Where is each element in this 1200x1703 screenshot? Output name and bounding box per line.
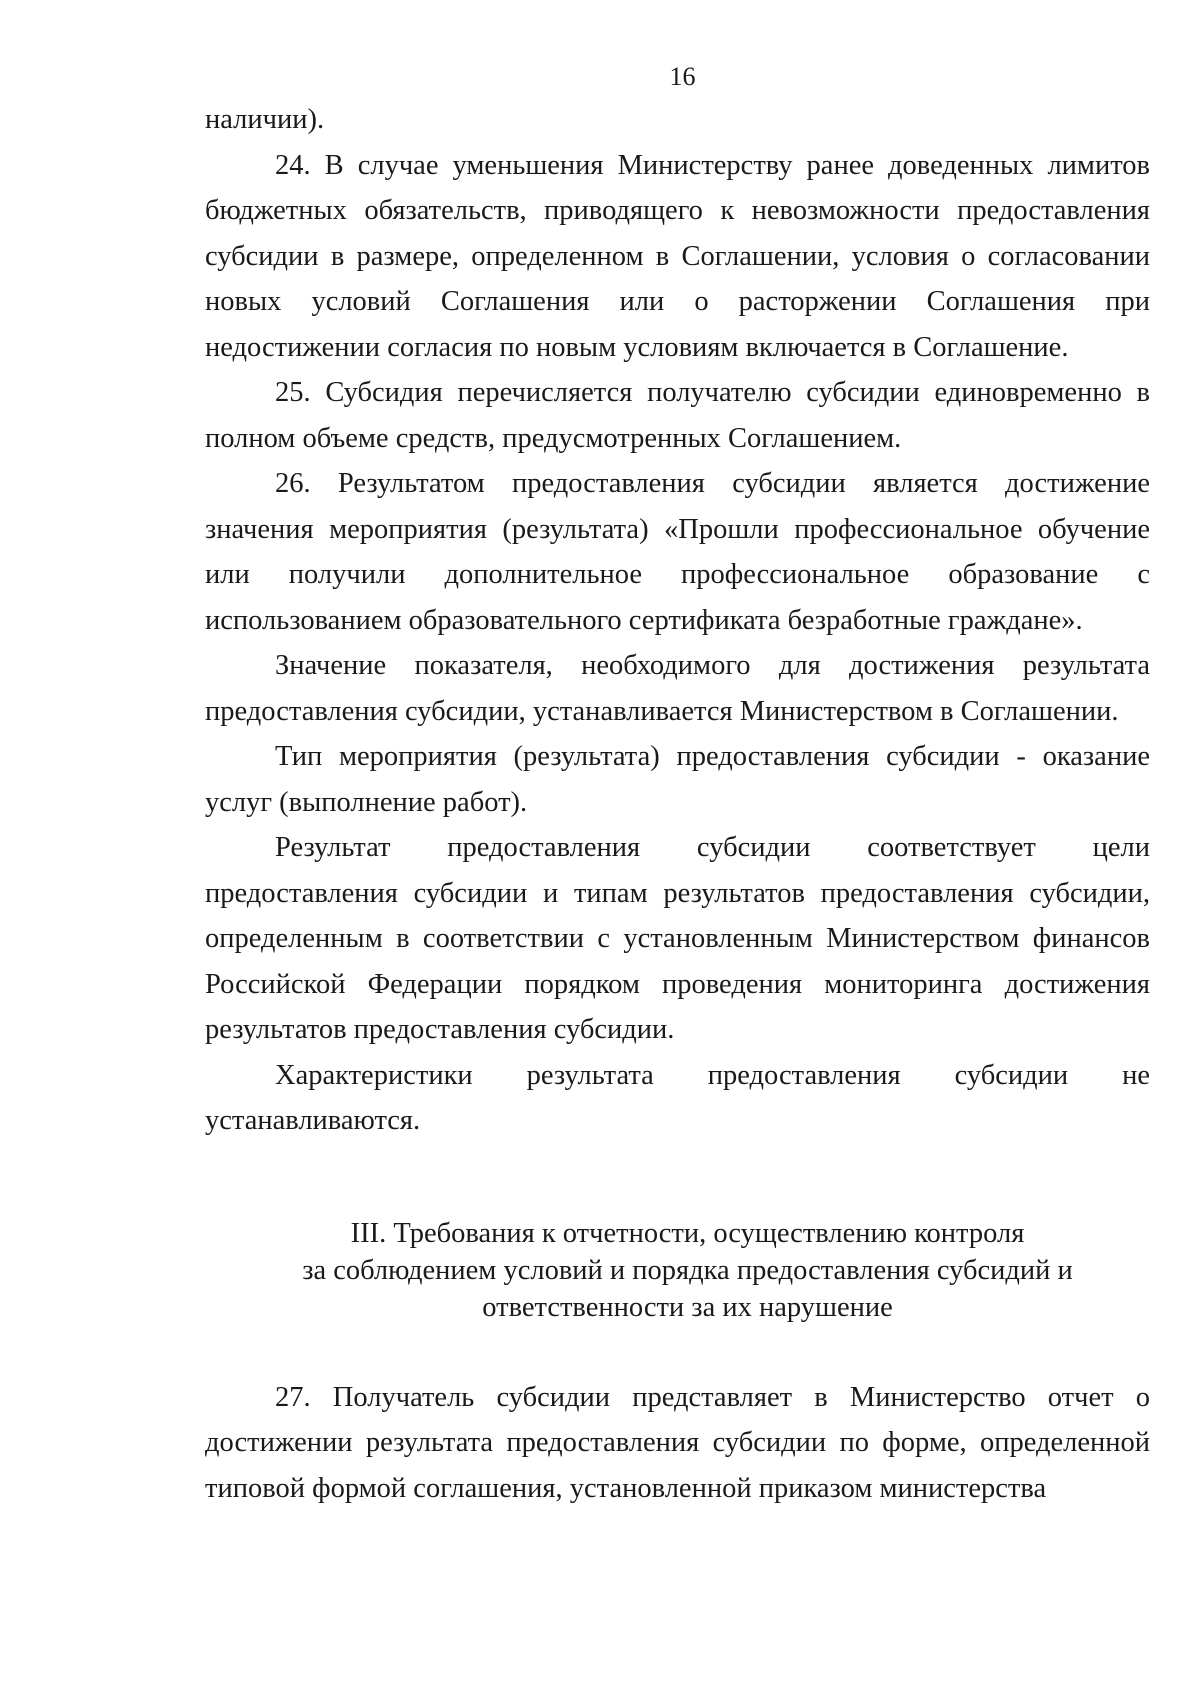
paragraph-result-conformity: Результат предоставления субсидии соответствует цели предоставления субсидии и типам результатов предоставления субсидии, определенным в соответствии с установленным Министерством финансов Российской Федерации порядком проведения мониторинга достижения результатов предоставления субсидии. (205, 832, 1150, 1045)
section-heading (205, 1215, 1150, 1326)
paragraph-24: 24. В случае уменьшения Министерству ранее доведенных лимитов бюджетных обязательств, приводящего к невозможности предоставления субсидии в размере, определенном в Соглашении, условия о согласовании новых условий Соглашения или о расторжении Соглашения при недостижении согласия по новым условиям включается в Соглашение. (205, 149, 1150, 363)
paragraph-27: 27. Получатель субсидии представляет в Министерство отчет о достижении результата предоставления субсидии по форме, определенной типовой формой соглашения, установленной приказом министерства (205, 1381, 1150, 1504)
paragraph-26: 26. Результатом предоставления субсидии является достижение значения мероприятия (результата) «Прошли профессиональное обучение или получили дополнительное профессиональное образование с использованием образовательного сертификата безработные граждане». (205, 468, 1150, 636)
section-heading-line-3: ответственности за их нарушение (482, 1291, 893, 1323)
section-heading-line-1: III. Требования к отчетности, осуществлению контроля (350, 1217, 1025, 1249)
section-heading-line-2: за соблюдением условий и порядка предоставления субсидий и (302, 1254, 1073, 1286)
paragraph-25: 25. Субсидия перечисляется получателю субсидии единовременно в полном объеме средств, предусмотренных Соглашением. (205, 377, 1150, 454)
paragraph-continuation: наличии). (205, 104, 325, 135)
document-body (205, 97, 1150, 1511)
paragraph-result-characteristics: Характеристики результата предоставления субсидии не устанавливаются. (205, 1059, 1150, 1136)
paragraph-indicator-value: Значение показателя, необходимого для достижения результата предоставления субсидии, устанавливается Министерством в Соглашении. (205, 650, 1150, 727)
page-number: 16 (669, 62, 696, 91)
paragraph-result-type: Тип мероприятия (результата) предоставления субсидии - оказание услуг (выполнение работ). (205, 741, 1150, 818)
